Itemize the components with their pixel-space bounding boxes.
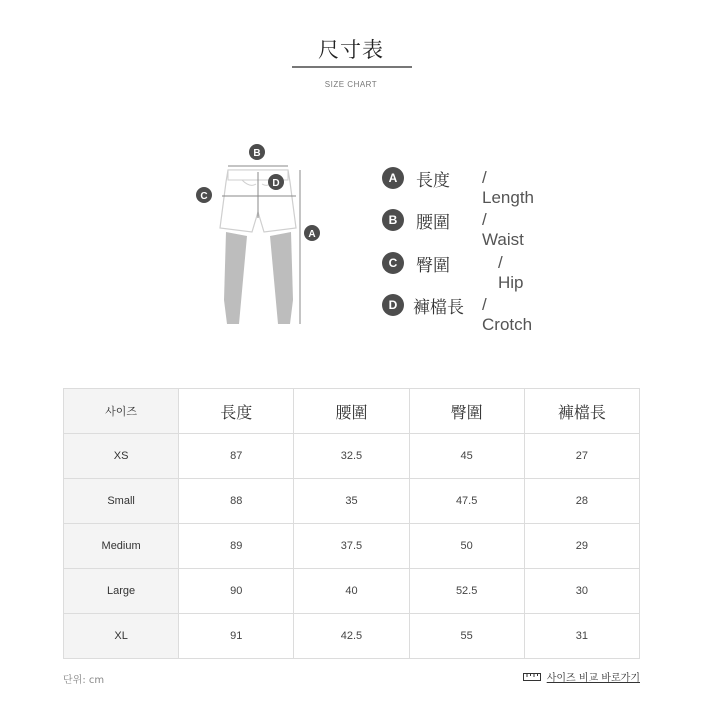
table-cell: 29 [524, 524, 639, 569]
table-cell: 31 [524, 614, 639, 659]
size-label: XS [64, 434, 179, 479]
page-title: 尺寸表 [318, 38, 384, 62]
legend-item-crotch [382, 292, 533, 334]
legend-badge: C [382, 252, 404, 274]
legging-right-leg [270, 232, 293, 324]
size-compare-link[interactable] [523, 669, 640, 684]
page-subtitle: SIZE CHART [324, 80, 378, 89]
garment-diagram [190, 140, 340, 330]
legend-zh-label: 腰圍 [416, 212, 450, 233]
table-cell: 47.5 [409, 479, 524, 524]
size-label: XL [64, 614, 179, 659]
table-cell: 89 [179, 524, 294, 569]
diagram-label-b: B [253, 148, 261, 159]
legging-left-leg [224, 232, 247, 324]
legend-zh-label: 長度 [416, 170, 450, 191]
diagram-label-a: A [308, 229, 316, 240]
column-header-hip: 臀圍 [409, 389, 524, 434]
table-row [64, 614, 640, 659]
table-cell: 87 [179, 434, 294, 479]
table-cell: 55 [409, 614, 524, 659]
legend-en-label: / Waist [482, 210, 524, 249]
legend-badge: B [382, 209, 404, 231]
legend-en-label: / Length [482, 168, 534, 207]
legend-zh-label: 臀圍 [416, 255, 450, 276]
legend-item-waist [382, 207, 524, 249]
legend-badge: D [382, 294, 404, 316]
unit-note: 단위: cm [63, 675, 105, 686]
size-label: Small [64, 479, 179, 524]
table-cell: 90 [179, 569, 294, 614]
table-header-row [64, 389, 640, 434]
column-header-crotch: 褲檔長 [524, 389, 639, 434]
size-label: Medium [64, 524, 179, 569]
size-label: Large [64, 569, 179, 614]
table-cell: 91 [179, 614, 294, 659]
table-cell: 42.5 [294, 614, 409, 659]
table-cell: 88 [179, 479, 294, 524]
legend-item-length [382, 165, 534, 207]
table-cell: 37.5 [294, 524, 409, 569]
table-cell: 32.5 [294, 434, 409, 479]
diagram-badge-c [196, 187, 212, 203]
table-cell: 27 [524, 434, 639, 479]
legend-en-label: / Hip [498, 253, 524, 292]
diagram-label-d: D [272, 178, 280, 189]
table-row [64, 569, 640, 614]
table-row [64, 479, 640, 524]
table-row [64, 434, 640, 479]
title-divider [292, 66, 412, 68]
size-compare-label[interactable]: 사이즈 비교 바로가기 [546, 673, 640, 684]
diagram-badge-d [268, 174, 284, 190]
diagram-badge-b [249, 144, 265, 160]
table-row [64, 524, 640, 569]
size-table [63, 388, 640, 659]
table-cell: 35 [294, 479, 409, 524]
ruler-icon [523, 672, 541, 682]
legend-en-label: / Crotch [482, 295, 533, 334]
legend-zh-label: 褲檔長 [413, 297, 464, 318]
table-cell: 40 [294, 569, 409, 614]
table-cell: 45 [409, 434, 524, 479]
diagram-badge-a [304, 225, 320, 241]
legend-badge: A [382, 167, 404, 189]
table-cell: 28 [524, 479, 639, 524]
table-cell: 30 [524, 569, 639, 614]
column-header-waist: 腰圍 [294, 389, 409, 434]
table-cell: 52.5 [409, 569, 524, 614]
table-cell: 50 [409, 524, 524, 569]
column-header-length: 長度 [179, 389, 294, 434]
legend-item-hip [382, 250, 524, 292]
column-header-size: 사이즈 [64, 389, 179, 434]
diagram-label-c: C [200, 191, 208, 202]
